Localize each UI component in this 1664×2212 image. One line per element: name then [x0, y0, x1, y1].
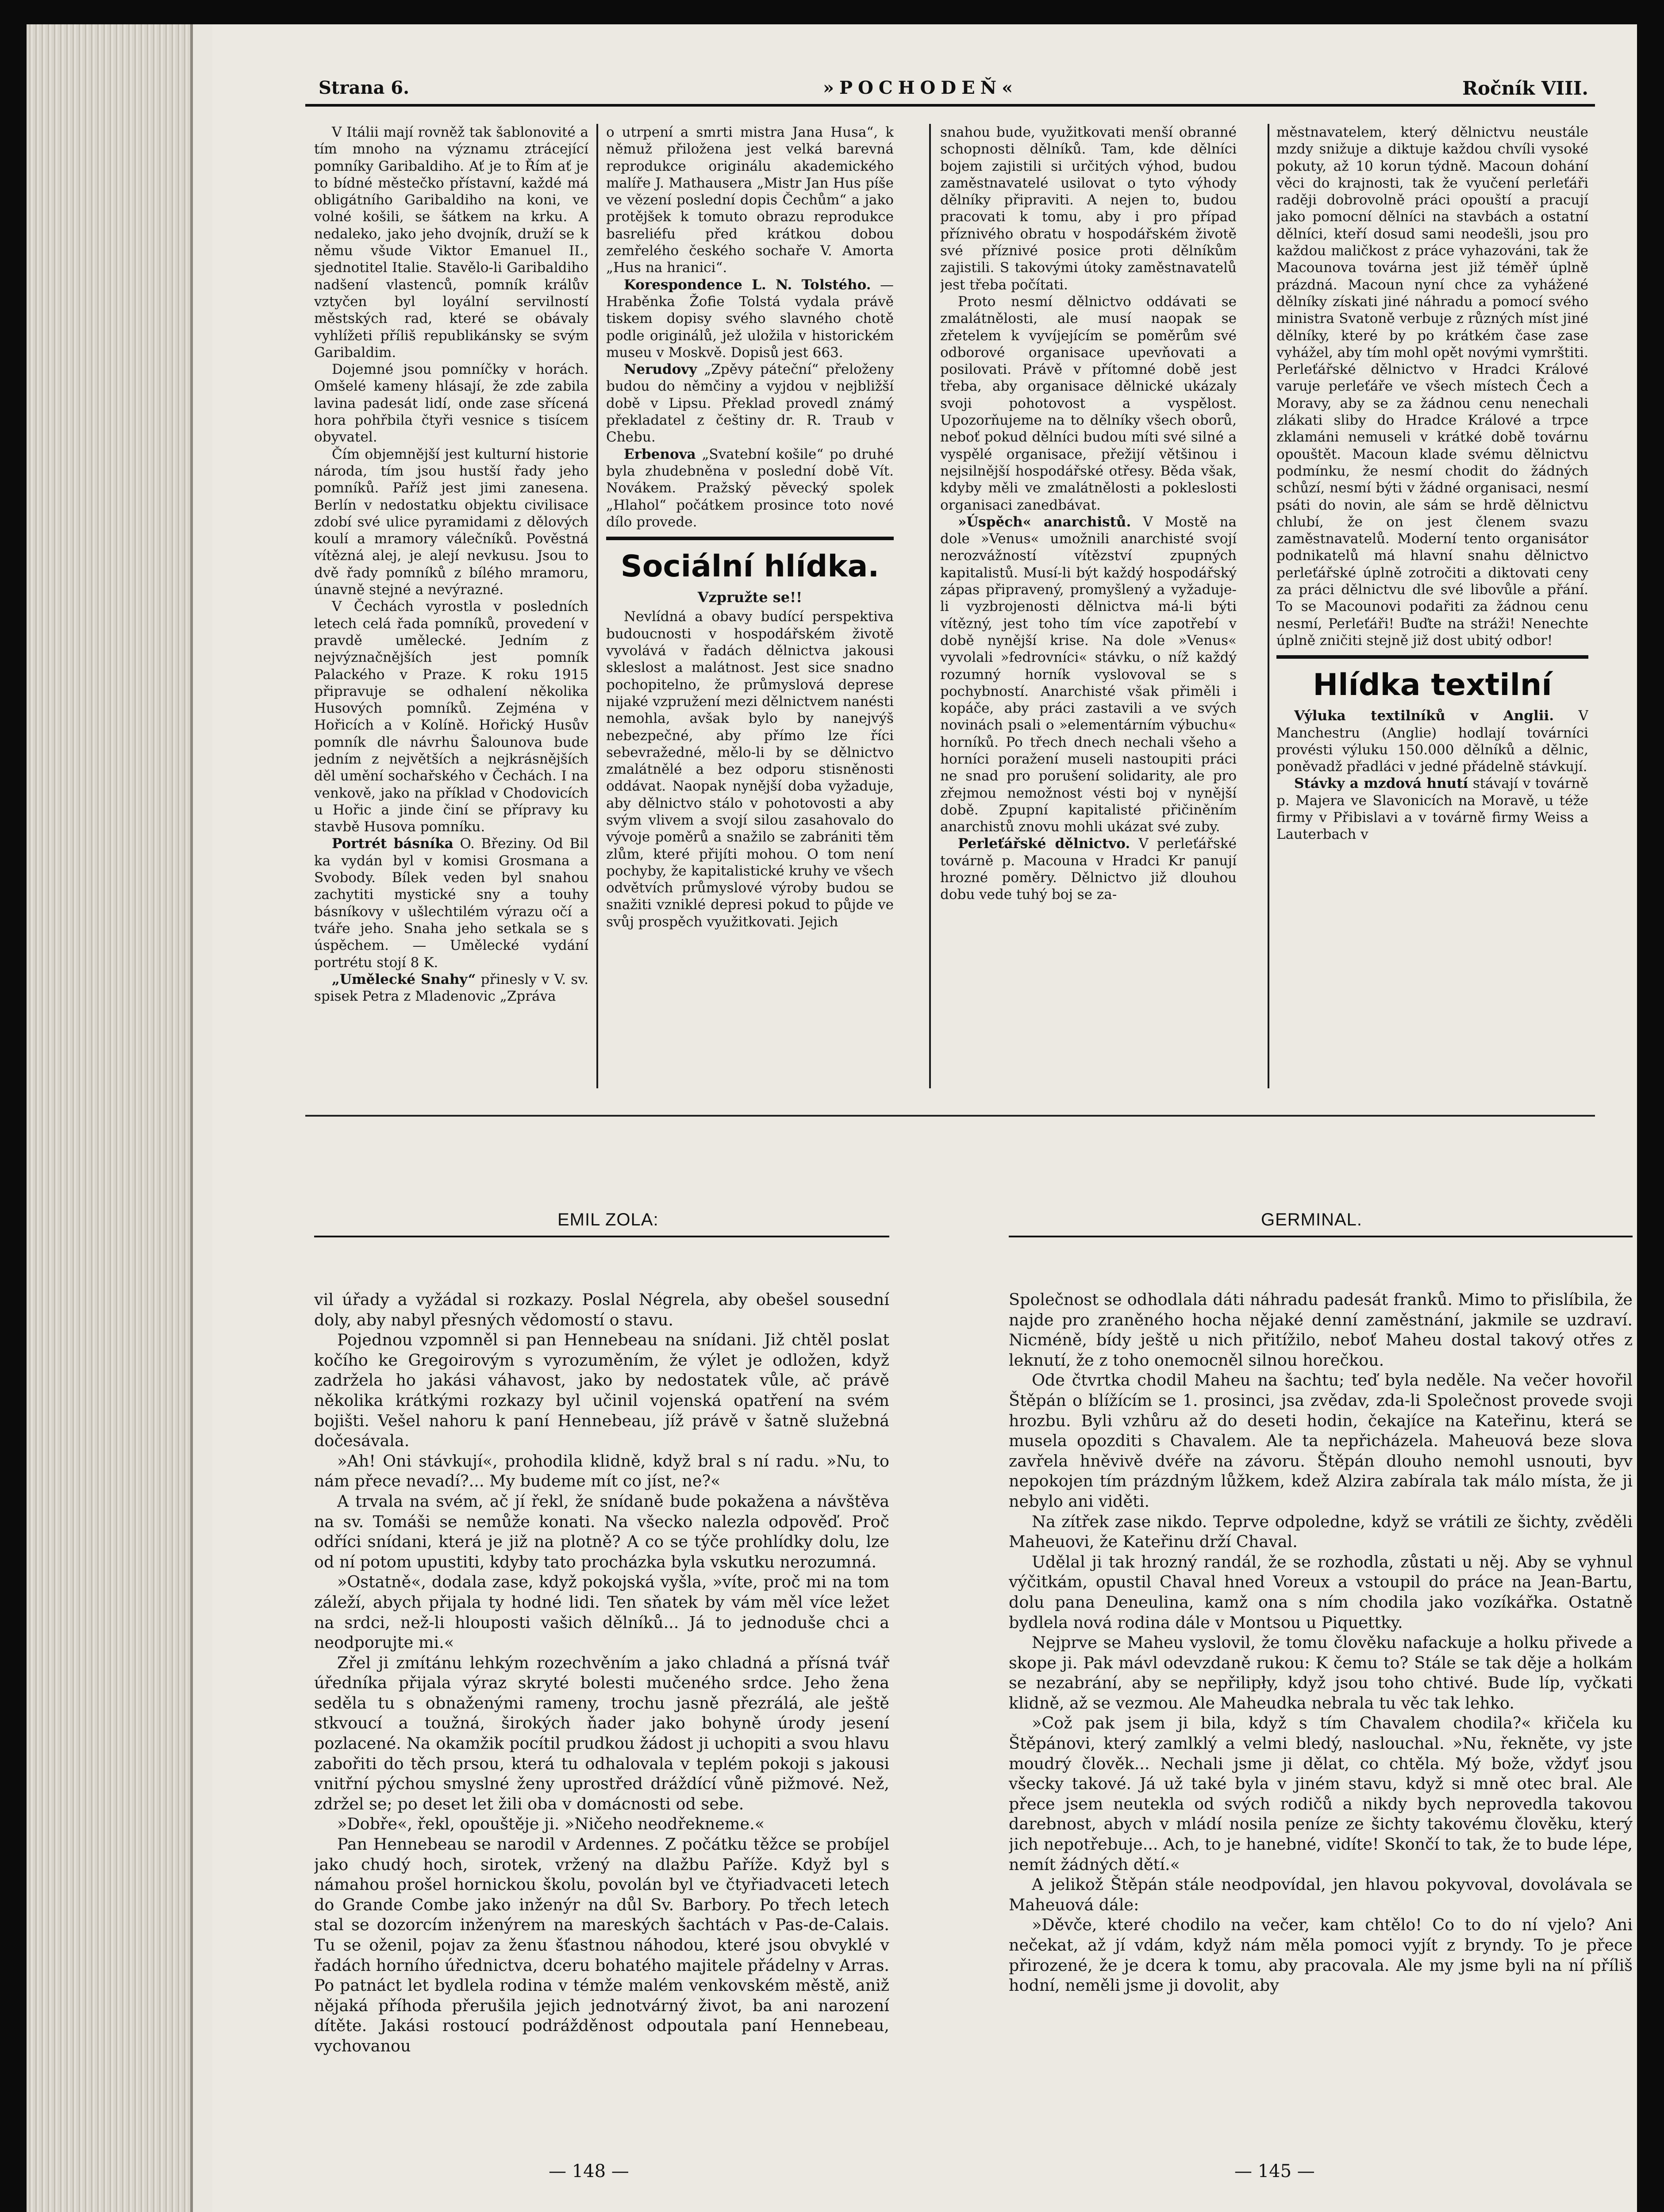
serial-paragraph: Na zítřek zase nikdo. Teprve odpoledne, když se vrátili ze šichty, zvěděli Maheuovi, že Kateřinu drží Chaval. [1009, 1512, 1633, 1551]
article-paragraph: městnavatelem, který dělnictvu neustále mzdy snižuje a diktuje každou chvíli vysoké pokuty, až 10 korun týdně. Macoun dohání věci do krajnosti, tak že vyučení perleťáři raději dobrovolně práci opouští a pracují jako pomocní dělníci na stavbách a ostatní dělníci, kteří dosud sami neodešli, jsou pro každou maličkost z práce vyhazováni, tak že Macounova továrna jest již téměř úplně prázdná. Macoun nyní chce za vyhážené dělníky získati jiné náhradu a pomocí svého ministra Svatoně verbuje z různých míst jiné dělníky, které by po krátkém čase zase vyhážel, aby tím mohl opět novými vymrštiti. Perleťářské dělnictvo v Hradci Králové varuje perleťáře ve všech místech Čech a Moravy, aby se za žádnou cenu nenechali zlákati sliby do Hradce Králové a trpce zklamáni nemuseli v krátké době továrnu opouštět. Macoun klade svému dělnictvu podmínku, že nesmí chodit do žádných schůzí, nesmí býti v žádné organisaci, nesmí psáti do novin, ale sám se hrdě dělnictvu chlubí, že on jest členem svazu zaměstnavatelů. Moderní tento organisátor podnikatelů má hlavní snahu dělnictvo perleťářské úplně zotročiti a diktovati ceny za práci dělnictvu dle své libovůle a přání. To se Macounovi podařiti za žádnou cenu nesmí, Perleťáři! Buďte na stráži! Nenechte úplně zničiti stejně již dost ubitý odbor! [1276, 124, 1588, 649]
article-subtitle: Vzpružte se!! [697, 589, 803, 606]
news-item-label: Výluka textilníků v Anglii. [1294, 708, 1554, 724]
news-item-label: Perleťářské dělnictvo. [958, 836, 1130, 852]
volume-label: Ročník VIII. [1462, 77, 1588, 99]
serial-column-left [314, 1290, 889, 2157]
serial-paragraph: Společnost se odhodlala dáti náhradu padesát franků. Mimo to přislíbila, že najde pro zraněného hocha nějaké denní zaměstnání, jakmile se uzdraví. Nicméně, bídy ještě u nich přitížilo, neboť Maheu dostal takový otřes z leknutí, že z toho onemocněl silnou horečkou. [1009, 1290, 1633, 1370]
news-item-label: Erbenova [624, 446, 696, 462]
section-title: Sociální hlídka. [620, 549, 880, 584]
serial-rule [314, 1236, 889, 1237]
serial-rule [1009, 1236, 1633, 1237]
journal-title: »POCHODEŇ« [823, 77, 1018, 98]
article-paragraph: o utrpení a smrti mistra Jana Husa“, k němuž přiložena jest velká barevná reprodukce originálu akademického malíře J. Mathausera „Mistr Jan Hus píše ve vězení poslední dopis Čechům“ a jako protějšek k tomuto obrazu reprodukce basreliéfu před krátkou dobou zemřelého českého sochaře V. Amorta „Hus na hranici“. [606, 124, 894, 276]
serial-paragraph: Ode čtvrtka chodil Maheu na šachtu; teď byla neděle. Na večer hovořil Štěpán o blížícím se 1. prosinci, jsa zvědav, zda-li Společnost provede svoji hrozbu. Byli vzhůru až do deseti hodin, čekajíce na Kateřinu, která se musela opozditi s Chavalem. Ale ta nepřicházela. Maheuová beze slova zavřela hněvivě dvéře na závoru. Štěpán dlouho nemohl usnouti, byv nepokojen tím prázdným lůžkem, kdež Alzira zabírala tak málo místa, že ji nebylo ani viděti. [1009, 1371, 1633, 1511]
page-number-left: — 148 — [549, 2161, 629, 2181]
news-item-korespondence [606, 276, 894, 361]
article-paragraph: snahou bude, využitkovati menší obranné schopnosti dělníků. Tam, kde dělníci bojem zajistili si určitých výhod, budou zaměstnavatelé usilovat o tyto výhody dělníky připraviti. A nejen to, budou pracovati k tomu, aby i pro případ příznivého obratu v hospodářském životě své příznivé posice proti dělníkům zajistili. S takovými útoky zaměstnavatelů jest třeba počítati. [940, 124, 1237, 293]
news-item-label: Korespondence L. N. Tolstého. [624, 276, 871, 293]
serial-paragraph: vil úřady a vyžádal si rozkazy. Poslal Négrela, aby obešel sousední doly, aby nabyl přesných vědomostí o stavu. [314, 1290, 889, 1329]
newspaper-page [27, 24, 1637, 2212]
section-header-textile [1276, 655, 1588, 703]
column-4 [1276, 124, 1588, 1088]
book-binding [27, 24, 193, 2212]
news-item-stavky [1276, 775, 1588, 843]
news-item-uspech [940, 514, 1237, 836]
page-label: Strana 6. [319, 77, 410, 98]
news-item-text: V Manchestru (Anglie) hodlají továrníci provésti výluku 150.000 dělníků a dělnic, poněvadž přadláci v jedné přádelně stávkují. [1276, 708, 1588, 775]
serial-paragraph: Udělal ji tak hrozný randál, že se rozhodla, zůstati u něj. Aby se vyhnul výčitkám, opustil Chaval hned Voreux a vstoupil do práce na Jean-Bartu, dolu pana Deneulina, kamž ona s ním chodila jako vozíkářka. Ostatně bydlela nová rodina dále v Montsou u Piquettky. [1009, 1552, 1633, 1632]
news-item-text: přinesly v V. sv. spisek Petra z Mladenovic „Zpráva [314, 971, 588, 1005]
news-item-vyluka [1276, 707, 1588, 775]
news-item-text: „Svatební košile“ po druhé byla zhudebněna v poslední době Vít. Novákem. Pražský pěvecký spolek „Hlahol“ počátkem prosince toto nové dílo provede. [606, 446, 894, 530]
news-item-label: »Úspěch« anarchistů. [958, 514, 1131, 530]
column-rule [596, 124, 598, 1088]
serial-paragraph: Pan Hennebeau se narodil v Ardennes. Z počátku těžce se probíjel jako chudý hoch, sirotek, vržený na dlažbu Paříže. Když byl s námahou prošel hornickou školu, povolán byl ve čtyřiadvaceti letech do Grande Combe jako inženýr na důl Sv. Barbory. Po třech letech stal se dozorcím inženýrem na mareských šachtách v Pas-de-Calais. Tu se oženil, pojav za ženu šťastnou náhodou, které jsou obvyklé v řadách horního úřednictva, dceru bohatého majitele přádelny v Arras. Po patnáct let bydlela rodina v témže malém venkovském městě, aniž nějaká příhoda přerušila jejich jednotvárný život, ba ani narození dítěte. Jakási rostoucí podrážděnost odpoutala paní Hennebeau, vychovanou [314, 1835, 889, 2055]
article-paragraph: V Čechách vyrostla v posledních letech celá řada pomníků, provedení v pravdě umělecké. Jedním z nejvýznačnějších jest pomník Palackého v Praze. K roku 1915 připravuje se odhalení několika Husových pomníků. Zejména v Hořicích a v Kolíně. Hořický Husův pomník dle návrhu Šalounova bude jedním z největších a nejkrásnějších děl umění sochařského v Čechách. I na venkově, jako na příklad v Chodovicích u Hořic a jinde činí se přípravy ku stavbě Husova pomníku. [314, 599, 588, 835]
serial-author: EMIL ZOLA: [557, 1210, 659, 1229]
news-item-label: Nerudovy [624, 361, 697, 378]
article-paragraph: Nevlídná a obavy budící perspektiva budoucnosti v hospodářském životě vyvolává v řadách dělnictva jakousi skleslost a malátnost. Jest sice snadno pochopitelno, že průmyslová deprese nijaké vzpružení mezi dělnictvem nanésti nemohla, avšak bylo by nanejvýš nebezpečné, aby přímo lze říci sebevražedné, mělo-li by se dělnictvo zmalátnělé a bez odporu stisněnosti oddávat. Naopak nynější doba vyžaduje, aby dělnictvo stálo v pohotovosti a aby svým vlivem a svojí silou zasahovalo do vývoje poměrů a snažilo se zabrániti těm zlům, které přijíti mohou. O tom není pochyby, že kapitalistické kruhy ve všech odvětvích průmyslové výroby budou se snažiti vzniklé depresi pokud to půjde ve svůj prospěch využitkovati. Jejich [606, 609, 894, 930]
news-item-label: Stávky a mzdová hnutí [1294, 776, 1468, 792]
serial-paragraph: Nejprve se Maheu vyslovil, že tomu člověku nafackuje a holku přivede a skope ji. Pak mávl odevzdaně rukou: K čemu to? Stále se tak děje a holkám se nezabrání, aby se nepřilipły, když jsou toho chtivé. Bude líp, vyčkati klidně, až se vezmou. Ale Maheudka nebrala tu věc tak lehko. [1009, 1633, 1633, 1713]
serial-paragraph: »Děvče, které chodilo na večer, kam chtělo! Co to do ní vjelo? Ani nečekat, až jí vdám, když nám měla pomoci vyjít z bryndy. To je přece přirozené, že je dcera k tomu, aby pracovala. Ale my jsme byli na ní příliš hodní, neměli jsme ji dovolit, aby [1009, 1915, 1633, 1995]
news-item-text: — Hraběnka Žofie Tolstá vydala právě tiskem dopisy svého slavného chotě podle originálů, jež uložila v historickém museu v Moskvě. Dopisů jest 663. [606, 276, 894, 361]
news-item-perletar [940, 835, 1237, 903]
serial-paragraph: A jelikož Štěpán stále neodpovídal, jen hlavou pokyvoval, dovolávala se Maheuová dále: [1009, 1875, 1633, 1914]
article-paragraph: Čím objemnější jest kulturní historie národa, tím jsou hustší řady jeho pomníků. Paříž jest jimi zanesena. Berlín v nedostatku objektu civilisace zdobí své ulice pyramidami z dělových koulí a mramory válečníků. Pověstná vítězná alej, je alejí nevkusu. Jsou to dvě řady pomníků z bílého mramoru, únavně stejné a nevýrazné. [314, 446, 588, 598]
column-2 [606, 124, 894, 1088]
section-divider [305, 1115, 1595, 1117]
article-paragraph: Proto nesmí dělnictvo oddávati se zmalátnělosti, ale musí naopak se zřetelem k vyvíjejícím se poměrům své odborové organisace upevňovati a posilovati. Právě v přítomné době jest třeba, aby organisace dělnické ukázaly svoji pohotovost a vyspělost. Upozorňujeme na to dělníky všech oborů, neboť pokud dělníci budou míti své silné a vyspělé organisace, přežijí většinou i nejsilnější hospodářské otřesy. Běda však, kdyby měli ve zmalátnělosti a pokleslosti organisaci zanedbávat. [940, 293, 1237, 513]
serial-paragraph: Zřel ji zmítánu lehkým rozechvěním a jako chladná a přísná tvář úředníka přijala výraz skryté bolesti mučeného srdce. Jeho žena seděla tu s obnaženými rameny, trochu jasně přezrálá, ale ještě stkvoucí a toužná, širokých ňader jako bohyně úrody jesení pozlacené. Na okamžik pocítil prudkou žádost ji uchopiti a svou hlavu zabořiti do těch prsou, která tu odhalovala v teplém pokoji s jakousi vnitřní pýchou smyslné ženy uprostřed dráždící vůně pižmové. Než, zdržel se; po deset let žili oba v domácnosti od sebe. [314, 1653, 889, 1813]
serial-title: GERMINAL. [1261, 1210, 1363, 1229]
page-sheet [212, 24, 1637, 2212]
news-item-text: V perleťářské továrně p. Macouna v Hradci Kr panují hrozné poměry. Dělnictvo již dlouhou dobu vede tuhý boj se za- [940, 836, 1237, 903]
serial-paragraph: A trvala na svém, ač jí řekl, že snídaně bude pokažena a návštěva na sv. Tomáši se nemůže konati. Na všecko nalezla odpověď. Proč odříci snídani, která je již na plotně? A co se týče prohlídky dolu, lze od ní potom upustiti, kdyby tato procházka byla vskutku nerozumná. [314, 1491, 889, 1571]
news-item-label: Portrét básníka [332, 836, 453, 852]
serial-column-right [1009, 1290, 1633, 2157]
serial-paragraph: »Dobře«, řekl, opouštěje ji. »Ničeho neodřekneme.« [337, 1814, 765, 1834]
serial-paragraph: »Což pak jsem ji bila, když s tím Chavalem chodila?« křičela ku Štěpánovi, který zamlklý a velmi bledý, naslouchal. »Nu, řekněte, vy jste moudrý člověk... Nechali jsme ji dělat, co chtěla. Mý bože, vždyť jsou všecky takové. Já už také byla v jiném stavu, když si mně otec bral. Ale přece jsem neutekla od svých rodičů a nikdy bych neprovedla takovou darebnost, abych v mládí nosila peníze ze šichty takovému člověku, který jich nepotřebuje... Ach, to je hanebné, vidíte! Skončí to tak, že to bude lépe, nemít žádných dětí.« [1009, 1713, 1633, 1874]
news-item-erbenova [606, 446, 894, 530]
column-3 [940, 124, 1237, 1088]
column-rule [1268, 124, 1269, 1088]
section-title: Hlídka textilní [1313, 668, 1552, 703]
news-item-text: O. Březiny. Od Bil ka vydán byl v komisi Grosmana a Svobody. Bílek veden byl snahou zachytiti mystické sny a touhy básníkovy v ušlechtilém výrazu očí a tváře jeho. Snaha jeho setkala se s úspěchem. — Umělecké vydání portrétu stojí 8 K. [314, 836, 588, 971]
news-item-text: „Zpěvy páteční“ přeloženy budou do němčiny a vyjdou v nejbližší době v Lipsu. Překlad provedl známý překladatel z češtiny dr. R. Traub v Chebu. [606, 361, 894, 445]
column-rule [929, 124, 931, 1088]
column-1 [314, 124, 588, 1088]
news-item-nerudovy [606, 361, 894, 445]
article-paragraph: Dojemné jsou pomníčky v horách. Omšelé kameny hlásají, že zde zabila lavina padesát lidí, onde zase sřícená hora pohřbila čtyři vesnice s tisícem obyvatel. [314, 361, 588, 445]
serial-paragraph: »Ah! Oni stávkují«, prohodila klidně, když bral s ní radu. »Nu, to nám přece nevadí?... My budeme mít co jíst, ne?« [314, 1451, 889, 1491]
news-item-label: „Umělecké Snahy“ [332, 971, 476, 987]
news-item-text: stávají v továrně p. Majera ve Slavonicích na Moravě, u téže firmy v Přibislavi a v továrně firmy Weiss a Lauterbach v [1276, 776, 1588, 843]
section-header-social [606, 537, 894, 584]
header-rule [305, 104, 1595, 107]
article-paragraph: V Itálii mají rovněž tak šablonovité a tím mnoho na významu ztrácející pomníky Garibaldiho. Ať je to Řím ať je to bídné městečko přístavní, každé má obligátního Garibaldiho na koni, ve volné košili, se šátkem na krku. A nedaleko, jako jeho dvojník, druží se k němu všude Viktor Emanuel II., sjednotitel Italie. Stavělo-li Garibaldiho nadšení vlastenců, pomník králův vztyčen byl loyální servilností městských rad, které se obávaly vyhlížeti příliš republikánsky se svým Garibaldim. [314, 124, 588, 361]
news-item-portret [314, 835, 588, 971]
news-item-snahy [314, 971, 588, 1005]
news-item-text: V Mostě na dole »Venus« umožnili anarchisté svojí nerozvážností vítězství zpupných kapitalistů. Musí-li být každý hospodářský zápas připravený, promyšlený a vyžaduje-li vyzbrojenosti dělnictva má-li býti vítězný, jest toho tím více zapotřebí v době nynější krise. Na dole »Venus« vyvolali »fedrovníci« stávku, o níž každý rozumný horník vyslovoval se s pochybností. Anarchisté však přiměli i kopáče, aby práci zastavili a ve svých novinách psali o »elementárním výbuchu« horníků. Po třech dnech nechali všeho a horníci poražení museli nastoupiti práci ne snad pro porušení solidarity, ale pro zřejmou nemožnost vésti boj v nynější době. Zpupní kapitalisté přičiněním anarchistů znovu mohli ukázat své zuby. [940, 514, 1237, 835]
page-number-right: — 145 — [1234, 2161, 1315, 2181]
serial-paragraph: »Ostatně«, dodala zase, když pokojská vyšla, »víte, proč mi na tom záleží, abych přijala ty hodné lidi. Ten sňatek by vám měl více ležet na srdci, než-li hlouposti vašich dělníků... Já to jednoduše chci a neodporujte mi.« [314, 1572, 889, 1652]
serial-paragraph: Pojednou vzpomněl si pan Hennebeau na snídani. Již chtěl poslat kočího ke Gregoirovým s vyrozuměním, že výlet je odložen, když zadržela ho jakási váhavost, jako by nedostatek vůle, ač právě několika krátkými rozkazy byl učinil vojenská opatření na svém bojišti. Vešel nahoru k paní Hennebeau, jíž právě v šatně služebná dočesávala. [314, 1330, 889, 1451]
